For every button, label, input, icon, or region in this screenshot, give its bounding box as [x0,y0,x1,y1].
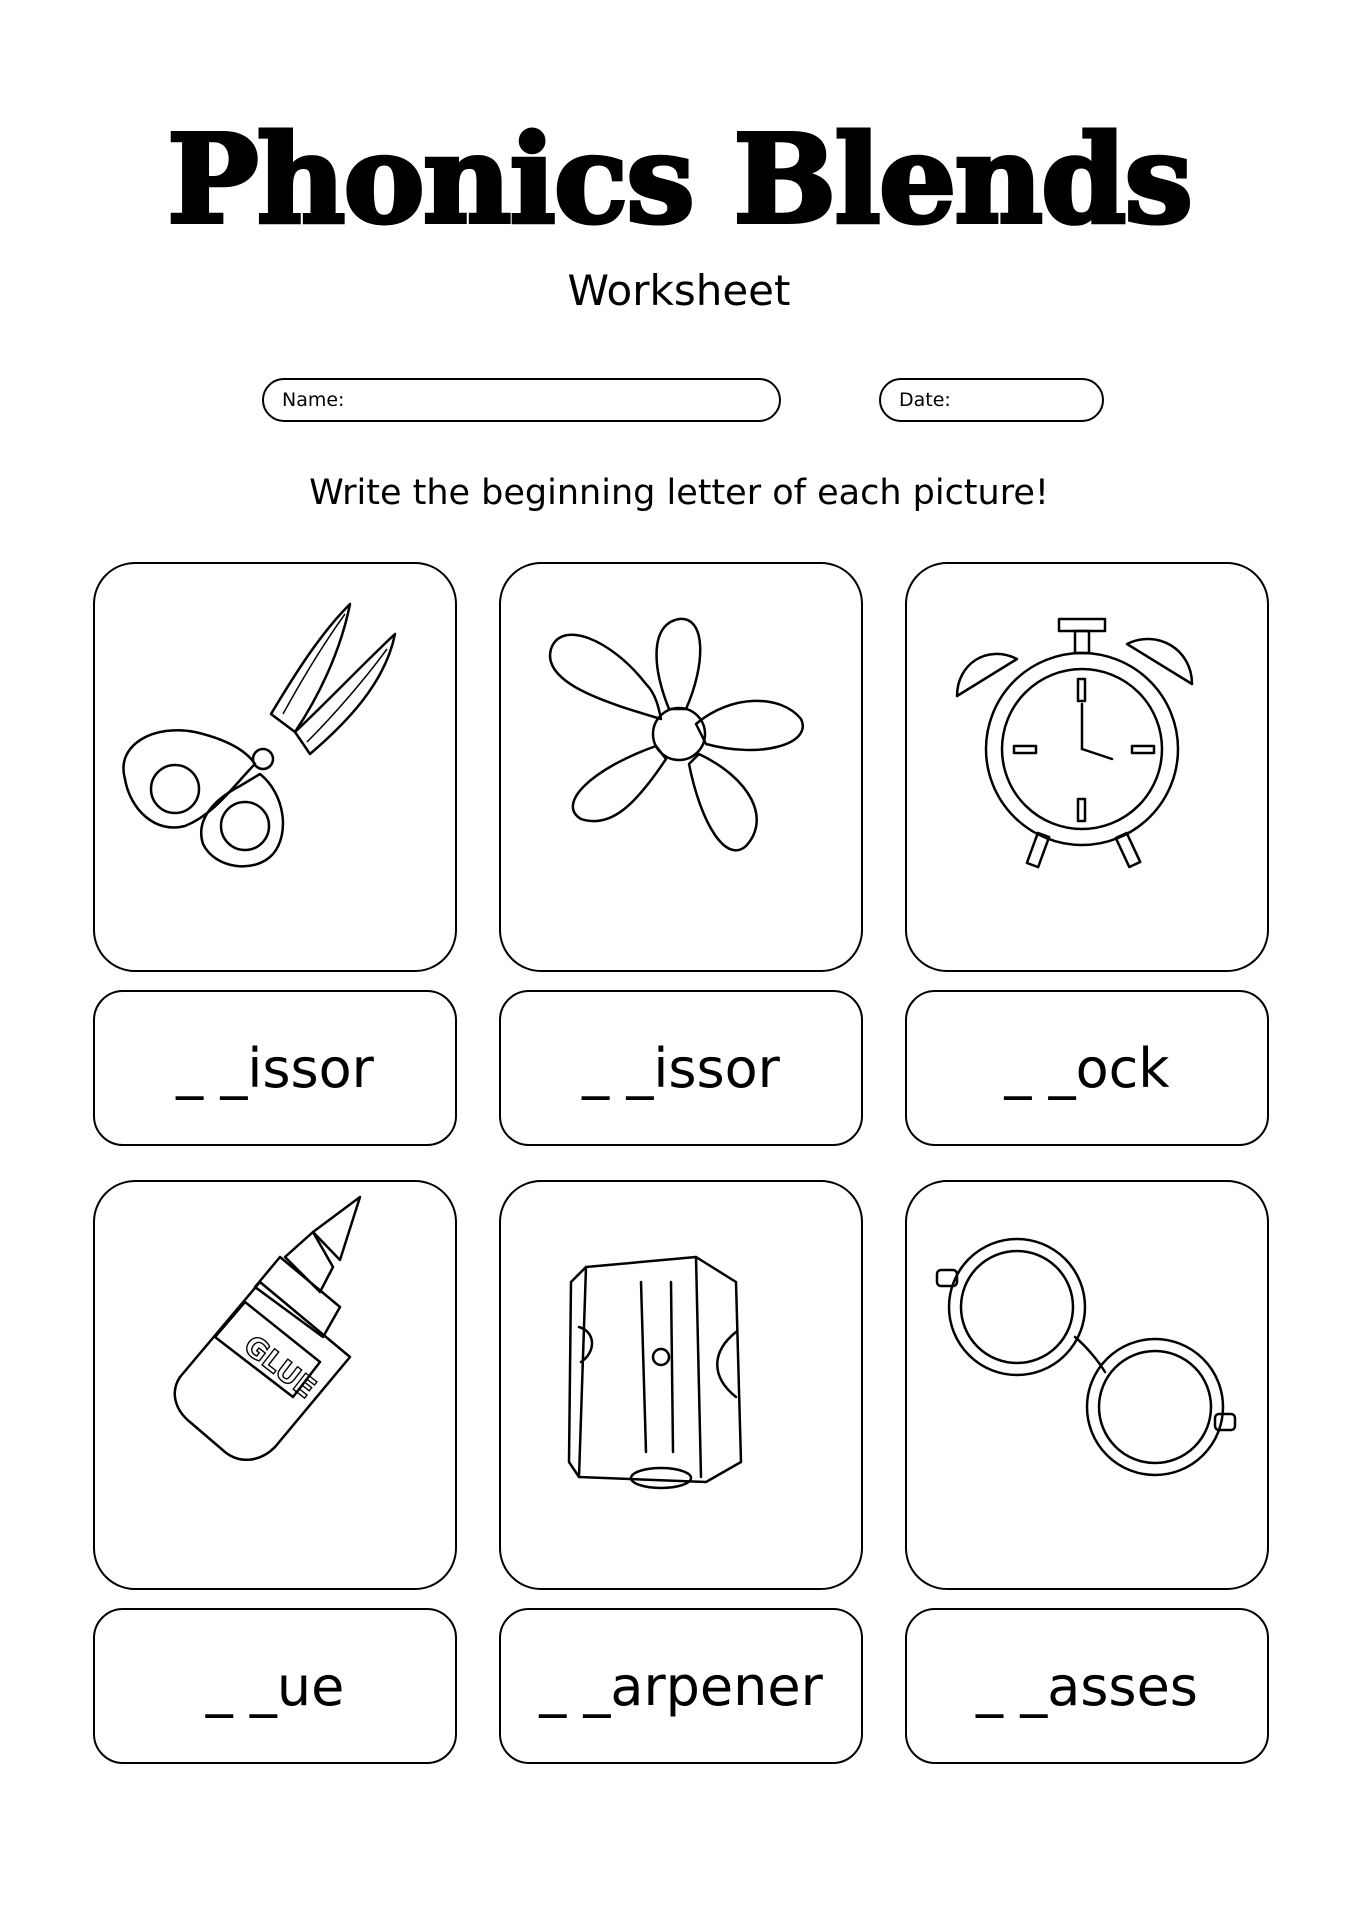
name-field[interactable] [262,378,781,422]
glasses-icon [907,1182,1266,1587]
picture-card-glue [93,1180,457,1590]
word-card[interactable] [905,990,1269,1146]
page-title: Phonics Blends [166,107,1192,251]
word-card[interactable] [499,990,863,1146]
picture-card-scissors [93,562,457,972]
instruction-text: Write the beginning letter of each picture! [309,473,1049,513]
flower-icon [501,564,860,969]
alarm-clock-icon [907,564,1266,969]
word-blank: _ _arpener [539,1654,823,1718]
date-field[interactable] [879,378,1104,422]
name-label: Name: [282,389,345,411]
word-blank: _ _issor [582,1036,780,1100]
glue-label-text: GLUE [237,1328,323,1405]
word-blank: _ _issor [176,1036,374,1100]
word-card[interactable] [499,1608,863,1764]
word-card[interactable] [93,1608,457,1764]
picture-card-clock [905,562,1269,972]
pencil-sharpener-icon [501,1182,860,1587]
picture-card-glasses [905,1180,1269,1590]
picture-card-flower [499,562,863,972]
glue-bottle-icon [95,1182,454,1587]
page-subtitle: Worksheet [567,266,791,315]
date-label: Date: [899,389,951,411]
word-blank: _ _ock [1004,1036,1170,1100]
scissors-icon [95,564,454,969]
word-card[interactable] [905,1608,1269,1764]
word-blank: _ _ue [205,1654,345,1718]
word-card[interactable] [93,990,457,1146]
picture-card-sharpener [499,1180,863,1590]
word-blank: _ _asses [976,1654,1198,1718]
